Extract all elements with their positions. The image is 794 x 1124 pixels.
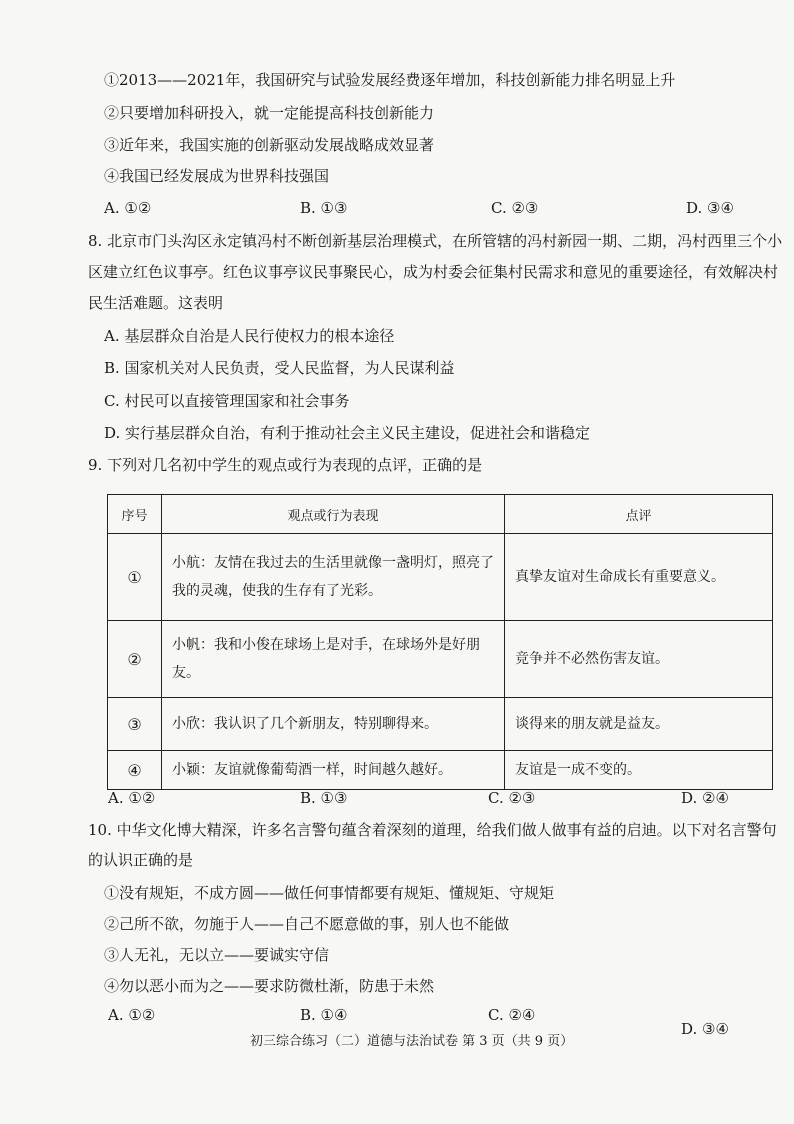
q8-stem-line-3: 民生活难题。这表明 [88, 294, 224, 312]
header-view: 观点或行为表现 [162, 495, 505, 534]
prev-option-c[interactable]: C. ②③ [491, 199, 539, 217]
row-view: 小帆：我和小俊在球场上是对手，在球场外是好朋友。 [162, 621, 505, 698]
row-view: 小欣：我认识了几个新朋友，特别聊得来。 [162, 698, 505, 751]
q8-option-d[interactable]: D. 实行基层群众自治，有利于推动社会主义民主建设，促进社会和谐稳定 [104, 424, 591, 442]
q9-option-d[interactable]: D. ②④ [681, 789, 729, 807]
q9-table-header [108, 495, 773, 534]
prev-option-b[interactable]: B. ①③ [300, 199, 348, 217]
q10-option-c[interactable]: C. ②④ [488, 1006, 536, 1024]
row-comment: 谈得来的朋友就是益友。 [505, 698, 773, 751]
q10-option-a[interactable]: A. ①② [108, 1006, 156, 1024]
q8-stem-line-2: 区建立红色议事亭。红色议事亭议民事聚民心，成为村委会征集村民需求和意见的重要途径，有效解决村 [88, 263, 779, 281]
q9-stem: 9. 下列对几名初中学生的观点或行为表现的点评，正确的是 [88, 456, 483, 474]
table-row [108, 698, 773, 751]
q9-option-c[interactable]: C. ②③ [488, 789, 536, 807]
q10-stem-line-2: 的认识正确的是 [88, 851, 194, 869]
q10-option-b[interactable]: B. ①④ [300, 1006, 348, 1024]
prev-option-d[interactable]: D. ③④ [686, 199, 734, 217]
q8-option-b[interactable]: B. 国家机关对人民负责，受人民监督，为人民谋利益 [104, 359, 455, 377]
row-number: ③ [108, 698, 162, 751]
q10-statement-4: ④勿以恶小而为之——要求防微杜渐，防患于未然 [104, 977, 435, 995]
prev-statement-1: ①2013——2021年，我国研究与试验发展经费逐年增加，科技创新能力排名明显上升 [104, 71, 676, 89]
row-comment: 友谊是一成不变的。 [505, 751, 773, 790]
row-number: ④ [108, 751, 162, 790]
header-number: 序号 [108, 495, 162, 534]
q8-option-c[interactable]: C. 村民可以直接管理国家和社会事务 [104, 392, 350, 410]
q10-option-d[interactable]: D. ③④ [681, 1020, 729, 1038]
q9-table [107, 494, 773, 790]
prev-statement-2: ②只要增加科研投入，就一定能提高科技创新能力 [104, 104, 435, 122]
prev-statement-4: ④我国已经发展成为世界科技强国 [104, 167, 330, 185]
row-view: 小航：友情在我过去的生活里就像一盏明灯，照亮了我的灵魂，使我的生存有了光彩。 [162, 534, 505, 621]
row-view: 小颖：友谊就像葡萄酒一样，时间越久越好。 [162, 751, 505, 790]
prev-options [0, 198, 794, 220]
table-row [108, 534, 773, 621]
header-comment: 点评 [505, 495, 773, 534]
row-number: ② [108, 621, 162, 698]
table-row [108, 621, 773, 698]
q9-option-b[interactable]: B. ①③ [300, 789, 348, 807]
q9-option-a[interactable]: A. ①② [108, 789, 156, 807]
q8-option-a[interactable]: A. 基层群众自治是人民行使权力的根本途径 [104, 327, 395, 345]
prev-statement-3: ③近年来，我国实施的创新驱动发展战略成效显著 [104, 136, 435, 154]
q10-statement-3: ③人无礼，无以立——要诚实守信 [104, 946, 330, 964]
table-row [108, 751, 773, 790]
q8-stem-line-1: 8. 北京市门头沟区永定镇冯村不断创新基层治理模式，在所管辖的冯村新园一期、二期，冯村西里三个小 [88, 232, 783, 250]
q10-statement-2: ②己所不欲，勿施于人——自己不愿意做的事，别人也不能做 [104, 915, 510, 933]
prev-option-a[interactable]: A. ①② [104, 199, 152, 217]
row-comment: 真挚友谊对生命成长有重要意义。 [505, 534, 773, 621]
q10-stem-line-1: 10. 中华文化博大精深，许多名言警句蕴含着深刻的道理，给我们做人做事有益的启迪。以下对名言警句 [88, 821, 777, 839]
q10-statement-1: ①没有规矩，不成方圆——做任何事情都要有规矩、懂规矩、守规矩 [104, 884, 555, 902]
q9-options [0, 788, 794, 810]
row-comment: 竞争并不必然伤害友谊。 [505, 621, 773, 698]
page-footer: 初三综合练习（二）道德与法治试卷 第 3 页（共 9 页） [250, 1034, 574, 1049]
row-number: ① [108, 534, 162, 621]
